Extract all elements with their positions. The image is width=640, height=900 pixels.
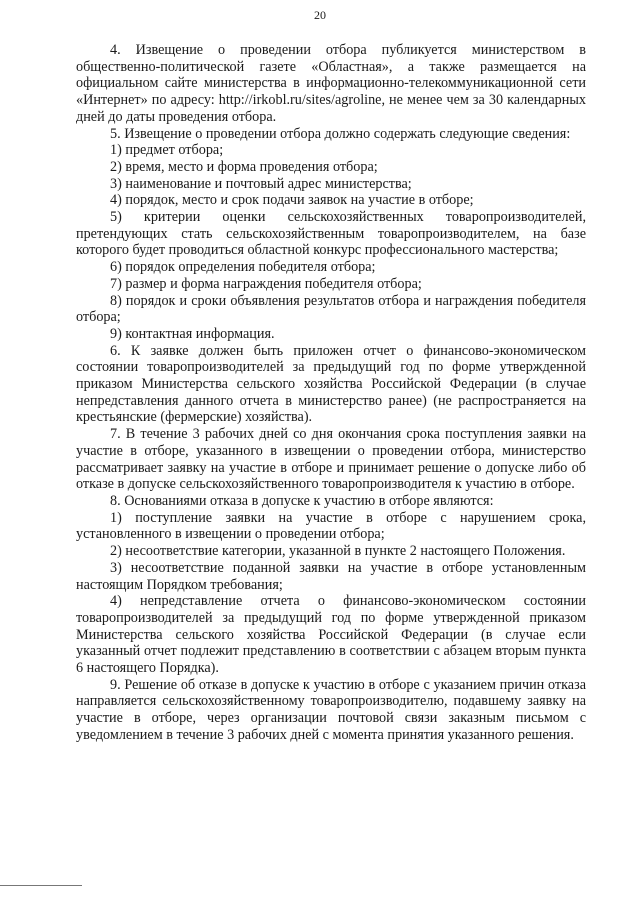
- list-item-evaluation-criteria: 5) критерии оценки сельскохозяйственных товаропроизводителей, претендующих стать сельскохозяйственным товаропроизводителем, на базе которого будет проводиться областной конкурс профессионального мастерства;: [76, 209, 586, 259]
- paragraph-5-notice-contents: 5. Извещение о проведении отбора должно содержать следующие сведения:: [110, 125, 571, 142]
- paragraph-6-report: 6. К заявке должен быть приложен отчет о финансово-экономическом состоянии товаропроизводителей за предыдущий год по форме утвержденной приказом Министерства сельского хозяйства Российской Федерации (в случае непредставления данного отчета в министерство ранее) (не распространяется на крестьянские (фермерские) хозяйства).: [76, 342, 586, 426]
- document-body: [76, 42, 586, 744]
- list-item-winner-determination: 6) порядок определения победителя отбора;: [110, 259, 376, 276]
- page-number: 20: [314, 8, 326, 22]
- list-item-time-place: 2) время, место и форма проведения отбора;: [110, 158, 378, 175]
- paragraph-8-refusal-grounds: 8. Основаниями отказа в допуске к участию в отборе являются:: [110, 492, 494, 509]
- paragraph-9-refusal-notice: 9. Решение об отказе в допуске к участию в отборе с указанием причин отказа направляется сельскохозяйственному товаропроизводителю, подавшему заявку на участие в отборе, через организации почтовой связи заказным письмом с уведомлением в течение 3 рабочих дней с момента принятия указанного решения.: [76, 676, 586, 743]
- list-item-ministry-address: 3) наименование и почтовый адрес министерства;: [110, 175, 412, 192]
- list-item-missing-report: 4) непредставление отчета о финансово-экономическом состоянии товаропроизводителей за предыдущий год по форме утвержденной приказом Министерства сельского хозяйства Российской Федерации (в случае если указанный отчет подлежит представлению в соответствии с абзацем вторым пункта 6 настоящего Порядка).: [76, 593, 586, 677]
- list-item-contacts: 9) контактная информация.: [110, 325, 275, 342]
- paragraph-7-review: 7. В течение 3 рабочих дней со дня окончания срока поступления заявки на участие в отборе, указанного в извещении о проведении отбора, министерство рассматривает заявку на участие в отборе и принимает решение о допуске либо об отказе в допуске сельскохозяйственного товаропроизводителя к участию в отборе.: [76, 426, 586, 493]
- paragraph-4-publication: 4. Извещение о проведении отбора публикуется министерством в общественно-политической газете «Областная», а также размещается на официальном сайте министерства в информационно-телекоммуникационной сети «Интернет» по адресу: http://irkobl.ru/sites/agroline, не менее чем за 30 календарных дней до даты проведения отбора.: [76, 42, 586, 125]
- list-item-late-application: 1) поступление заявки на участие в отборе с нарушением срока, установленного в извещении о проведении отбора;: [76, 509, 586, 543]
- list-item-category-mismatch: 2) несоответствие категории, указанной в пункте 2 настоящего Положения.: [110, 543, 566, 560]
- footer-rule: [0, 885, 82, 886]
- list-item-requirements-mismatch: 3) несоответствие поданной заявки на участие в отборе установленным настоящим Порядком требования;: [76, 559, 586, 593]
- list-item-application-procedure: 4) порядок, место и срок подачи заявок на участие в отборе;: [110, 192, 474, 209]
- list-item-subject: 1) предмет отбора;: [110, 142, 224, 159]
- list-item-results-announcement: 8) порядок и сроки объявления результатов отбора и награждения победителя отбора;: [76, 292, 586, 326]
- list-item-award: 7) размер и форма награждения победителя отбора;: [110, 275, 422, 292]
